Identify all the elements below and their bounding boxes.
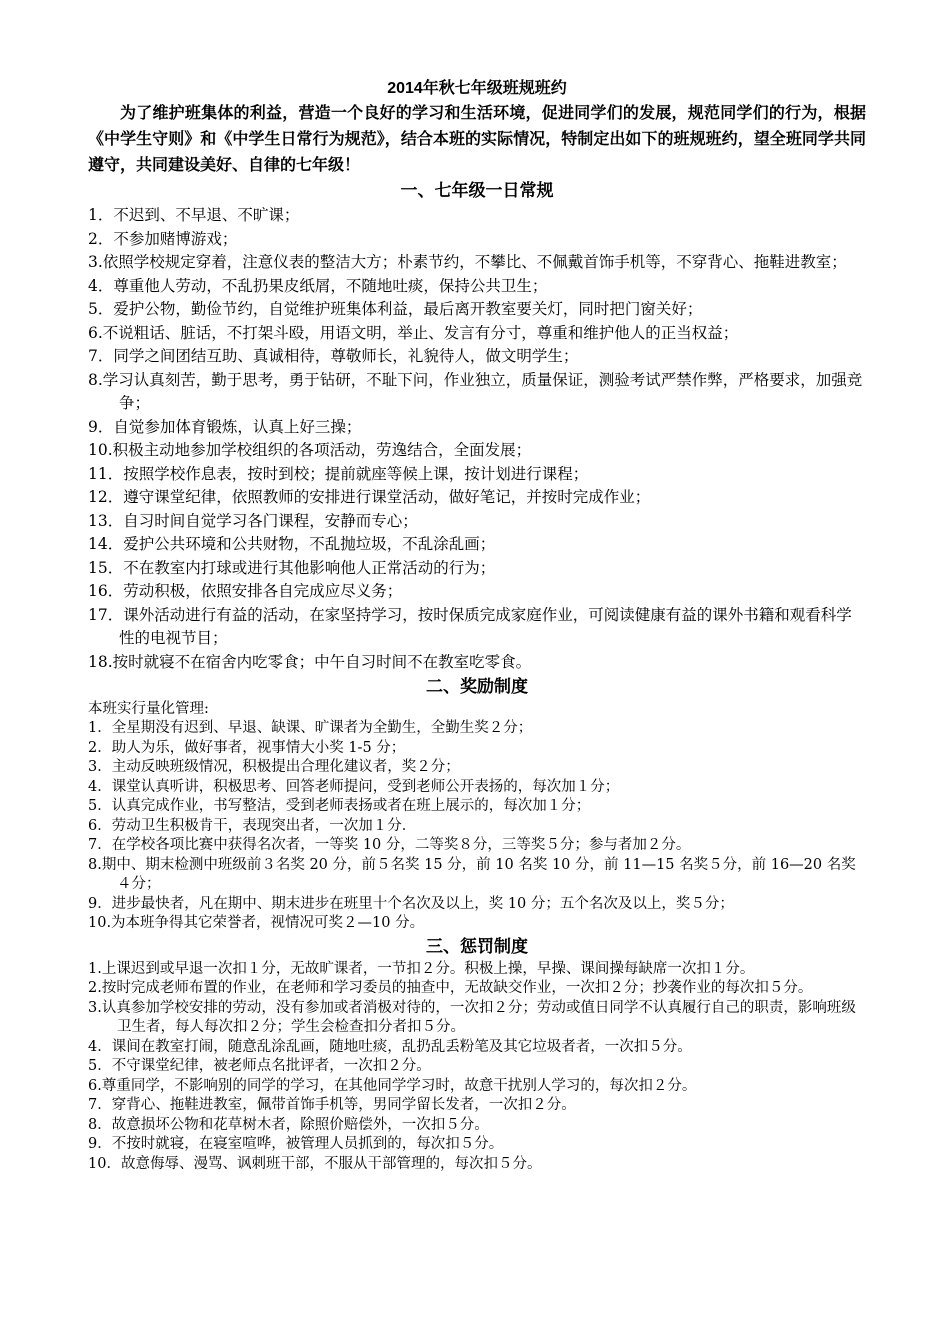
list-item: 5．爱护公物，勤俭节约，自觉维护班集体利益，最后离开教室要关灯，同时把门窗关好；	[88, 300, 703, 318]
list-item: 10.积极主动地参加学校组织的各项活动，劳逸结合，全面发展；	[88, 441, 532, 459]
section-heading: 三、惩罚制度	[426, 936, 528, 956]
list-item: 3.认真参加学校安排的劳动，没有参加或者消极对待的，一次扣２分；劳动或值日同学不认真履行自己的职责，影响班级卫生者，每人每次扣２分；学生会检查扣分者扣５分。	[88, 999, 856, 1035]
list-item: 4．课间在教室打闹，随意乱涂乱画，随地吐痰，乱扔乱丢粉笔及其它垃圾者者，一次扣５分。	[88, 1038, 692, 1055]
list-item: 6.尊重同学，不影响别的同学的学习，在其他同学学习时，故意干扰别人学习的，每次扣２分。	[88, 1077, 697, 1094]
list-item: 13．自习时间自觉学习各门课程，安静而专心；	[88, 511, 418, 530]
list-item: 5．认真完成作业，书写整洁，受到老师表扬或者在班上展示的，每次加１分；	[88, 798, 591, 814]
list-item: 9．不按时就寝，在寝室喧哗，被管理人员抓到的，每次扣５分。	[88, 1136, 504, 1152]
list-item: 15．不在教室内打球或进行其他影响他人正常活动的行为；	[88, 558, 496, 577]
list-item: 1．不迟到、不早退、不旷课；	[88, 206, 300, 224]
list-item: 8．故意损坏公物和花草树木者，除照价赔偿外，一次扣５分。	[88, 1116, 489, 1133]
section-heading: 二、奖励制度	[426, 677, 528, 696]
penalty-list	[88, 960, 866, 1175]
list-item: 2．助人为乐，做好事者，视事情大小奖 1-5 分；	[88, 739, 406, 756]
section-rewards	[88, 674, 866, 934]
list-item: 7．穿背心、拖鞋进教室，佩带首饰手机等，男同学留长发者，一次扣２分。	[88, 1097, 576, 1113]
rule-list	[88, 204, 866, 674]
list-item: 5．不守课堂纪律，被老师点名批评者，一次扣２分。	[88, 1058, 431, 1074]
list-item: 14．爱护公共环境和公共财物，不乱抛垃圾，不乱涂乱画；	[88, 535, 496, 553]
list-item: 9．进步最快者，凡在期中、期末进步在班里十个名次及以上，奖 10 分；五个名次及以上，奖５分；	[88, 895, 734, 912]
list-item: 4．尊重他人劳动，不乱扔果皮纸屑，不随地吐痰，保持公共卫生；	[88, 276, 548, 295]
list-item: 18.按时就寝不在宿舍内吃零食；中午自习时间不在教室吃零食。	[88, 652, 532, 671]
section-lead: 本班实行量化管理:	[88, 701, 209, 717]
list-item: 6.不说粗话、脏话，不打架斗殴，用语文明，举止、发言有分寸，尊重和维护他人的正当权益；	[88, 323, 739, 342]
list-item: 7．在学校各项比赛中获得名次者，一等奖 10 分，二等奖８分，三等奖５分；参与者加２分。	[88, 837, 691, 853]
list-item: 6．劳动卫生积极肯干，表现突出者，一次加１分．	[88, 817, 417, 834]
list-item: 7．同学之间团结互助、真诚相待，尊敬师长，礼貌待人，做文明学生；	[88, 347, 579, 365]
document-title: 2014年秋七年级班规班约	[387, 80, 567, 97]
list-item: 8.学习认真刻苦，勤于思考，勇于钻研，不耻下问，作业独立，质量保证，测验考试严禁作弊，严格要求，加强竞争；	[88, 370, 863, 412]
section-heading: 一、七年级一日常规	[400, 181, 554, 200]
list-item: 9．自觉参加体育锻炼，认真上好三操；	[88, 417, 362, 436]
list-item: 3.依照学校规定穿着，注意仪表的整洁大方；朴素节约，不攀比、不佩戴首饰手机等，不穿背心、拖鞋进教室；	[88, 253, 847, 271]
list-item: 16．劳动积极，依照安排各自完成应尽义务；	[88, 582, 403, 600]
section-daily-rules	[88, 178, 866, 674]
reward-list	[88, 719, 866, 934]
intro-paragraph: 为了维护班集体的利益，营造一个良好的学习和生活环境，促进同学们的发展，规范同学们的行为，根据《中学生守则》和《中学生日常行为规范》，结合本班的实际情况，特制定出如下的班规班约，望全班同学共同遵守，共同建设美好、自律的七年级！	[88, 103, 866, 174]
list-item: 2．不参加赌博游戏；	[88, 229, 238, 248]
list-item: 4．课堂认真听讲，积极思考、回答老师提问，受到老师公开表扬的，每次加１分；	[88, 778, 620, 795]
list-item: 10．故意侮辱、漫骂、讽刺班干部，不服从干部管理的，每次扣５分。	[88, 1155, 542, 1172]
list-item: 11．按照学校作息表，按时到校；提前就座等候上课，按计划进行课程；	[88, 464, 589, 483]
list-item: 17．课外活动进行有益的活动，在家坚持学习，按时保质完成家庭作业，可阅读健康有益的课外书籍和观看科学性的电视节目；	[88, 605, 852, 647]
list-item: 3．主动反映班级情况，积极提出合理化建议者，奖２分；	[88, 759, 460, 775]
list-item: 2.按时完成老师布置的作业，在老师和学习委员的抽查中，无故缺交作业，一次扣２分；抄袭作业的每次扣５分。	[88, 980, 813, 996]
section-penalties	[88, 934, 866, 1175]
list-item: 1．全星期没有迟到、早退、缺课、旷课者为全勤生，全勤生奖２分；	[88, 720, 533, 736]
list-item: 8.期中、期末检测中班级前３名奖 20 分，前５名奖 15 分，前 10 名奖 10 分，前 11—15 名奖５分，前 16—20 名奖４分；	[88, 856, 856, 892]
list-item: 1.上课迟到或早退一次扣１分，无故旷课者，一节扣２分。积极上操，早操、课间操每缺席一次扣１分。	[88, 960, 755, 977]
list-item: 12．遵守课堂纪律，依照教师的安排进行课堂活动，做好笔记，并按时完成作业；	[88, 488, 651, 506]
list-item: 10.为本班争得其它荣誉者，视情况可奖２—10 分。	[88, 915, 425, 931]
